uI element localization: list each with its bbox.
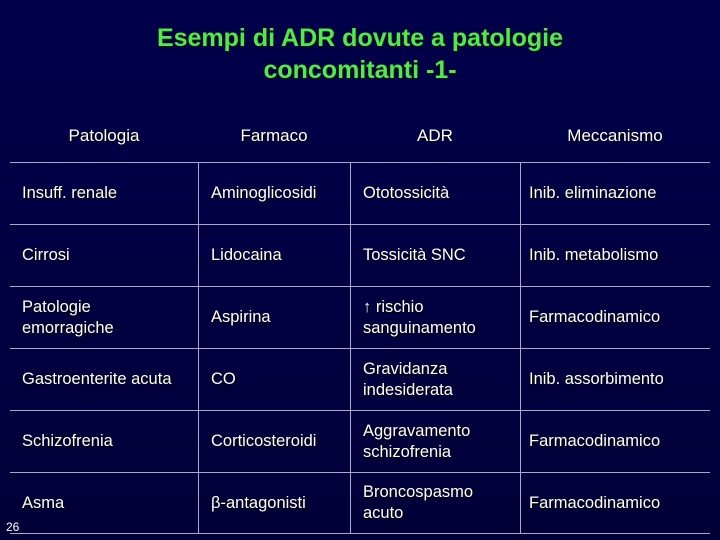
cell-farmaco: Lidocaina [198, 225, 350, 286]
cell-adr: Tossicità SNC [350, 225, 520, 286]
table-row [10, 286, 710, 348]
cell-adr: Aggravamento schizofrenia [350, 411, 520, 472]
cell-patologia: Schizofrenia [22, 432, 113, 450]
cell-meccanismo: Inib. eliminazione [520, 163, 710, 224]
cell-farmaco: Aspirina [198, 287, 350, 348]
header-patologia: Patologia [68, 126, 140, 145]
page-number: 26 [6, 520, 20, 534]
header-meccanismo: Meccanismo [567, 126, 663, 145]
cell-farmaco: Corticosteroidi [198, 411, 350, 472]
cell-meccanismo: Farmacodinamico [520, 287, 710, 348]
cell-farmaco: CO [198, 349, 350, 410]
table-header-row [10, 110, 710, 162]
cell-farmaco: β-antagonisti [198, 473, 350, 533]
header-farmaco: Farmaco [240, 126, 308, 145]
cell-patologia: Insuff. renale [22, 184, 118, 202]
slide-title [0, 22, 720, 86]
cell-meccanismo: Inib. metabolismo [520, 225, 710, 286]
cell-adr: Broncospasmo acuto [350, 473, 520, 533]
cell-patologia: Gastroenterite acuta [22, 370, 172, 388]
table-row [10, 472, 710, 534]
slide-title-line-1: Esempi di ADR dovute a patologie [156, 24, 564, 52]
cell-patologia: Cirrosi [22, 246, 70, 264]
table-row [10, 348, 710, 410]
cell-adr: Ototossicità [350, 163, 520, 224]
cell-patologia: Patologie emorragiche [22, 297, 114, 337]
table-row [10, 162, 710, 224]
adr-table [10, 110, 710, 534]
header-adr: ADR [417, 126, 453, 145]
cell-meccanismo: Inib. assorbimento [520, 349, 710, 410]
cell-adr: Gravidanza indesiderata [350, 349, 520, 410]
cell-meccanismo: Farmacodinamico [520, 473, 710, 533]
cell-meccanismo: Farmacodinamico [520, 411, 710, 472]
table-row [10, 224, 710, 286]
cell-patologia: Asma [22, 493, 65, 512]
cell-adr: ↑ rischio sanguinamento [350, 287, 520, 348]
slide-title-line-2: concomitanti -1- [263, 56, 457, 84]
cell-farmaco: Aminoglicosidi [198, 163, 350, 224]
table-row [10, 410, 710, 472]
